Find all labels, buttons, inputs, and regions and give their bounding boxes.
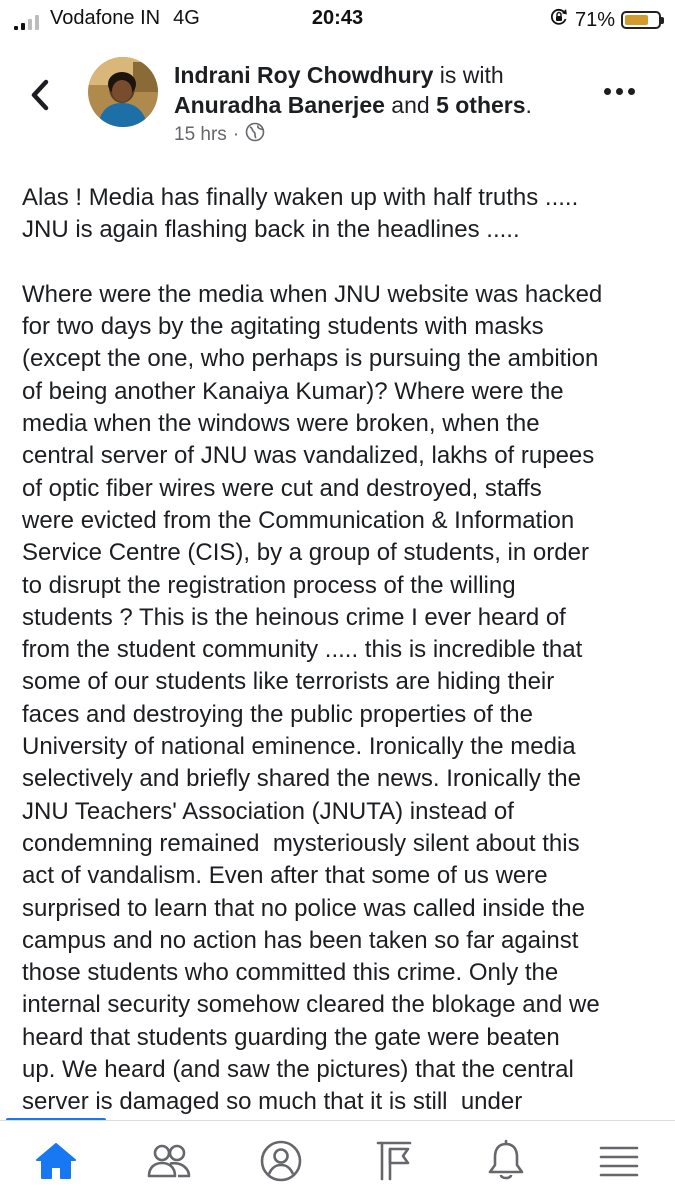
post-meta bbox=[174, 122, 265, 148]
battery-icon bbox=[621, 11, 661, 29]
carrier-label: Vodafone IN bbox=[50, 7, 161, 29]
post-body-text: Alas ! Media has finally waken up with half truths ..... JNU is again flashing back in the headlines ..... Where were the media when JNU website was hacked for two days by the agitating students with masks (except the one, who perhaps is pursuing the ambition of being another Kanaiya Kumar)? Where were the media when the windows were broken, when the central server of JNU was vandalized, lakhs of rupees of optic fiber wires were cut and destroyed, staffs were evicted from the Communication & Information Service Centre (CIS), by a group of students, in order to disrupt the registration process of the willing students ? This is the heinous crime I ever heard of from the student community ..... this is incredible that some of our students like terrorists are hiding their faces and destroying the public properties of the University of national eminence. Ironically the media selectively and briefly shared the news. Ironically the JNU Teachers' Association (JNUTA) instead of condemning remained mysteriously silent about this act of vandalism. Even after that some of us were surprised to learn that no police was called inside the campus and no action has been taken so far against those students who committed this crime. Only the internal security somehow cleared the blokage and we heard that students guarding the gate were beaten up. We heard (and saw the pictures) that the central server is damaged so much that it is still under bbox=[22, 184, 603, 1116]
chevron-left-icon bbox=[24, 72, 58, 118]
network-label: 4G bbox=[173, 7, 200, 29]
globe-icon bbox=[245, 122, 265, 148]
status-time: 20:43 bbox=[311, 7, 364, 29]
author-line bbox=[174, 60, 614, 120]
post-time[interactable]: 15 hrs bbox=[174, 124, 227, 145]
more-options-button[interactable] bbox=[604, 88, 635, 95]
home-icon bbox=[34, 1141, 78, 1181]
bottom-nav bbox=[0, 1121, 675, 1200]
nav-home-tab[interactable] bbox=[0, 1121, 113, 1200]
status-bar bbox=[0, 0, 675, 36]
nav-friends-tab[interactable] bbox=[113, 1121, 226, 1200]
tagged-others-link[interactable]: 5 others bbox=[436, 92, 526, 118]
author-name[interactable]: Indrani Roy Chowdhury bbox=[174, 62, 434, 88]
and-text: and bbox=[384, 92, 437, 118]
friends-icon bbox=[146, 1141, 192, 1181]
battery-level bbox=[625, 15, 648, 25]
pages-flag-icon bbox=[374, 1139, 414, 1183]
nav-menu-tab[interactable] bbox=[563, 1121, 675, 1200]
profile-icon bbox=[259, 1139, 303, 1183]
battery-percent: 71% bbox=[574, 8, 615, 31]
notifications-bell-icon bbox=[486, 1139, 526, 1183]
orientation-lock-icon bbox=[549, 7, 569, 33]
back-button[interactable] bbox=[24, 72, 58, 118]
status-right bbox=[549, 7, 661, 33]
period-text: . bbox=[525, 92, 532, 118]
meta-separator: · bbox=[232, 124, 240, 145]
tagged-person[interactable]: Anuradha Banerjee bbox=[174, 92, 385, 118]
nav-profile-tab[interactable] bbox=[225, 1121, 338, 1200]
nav-notifications-tab[interactable] bbox=[450, 1121, 563, 1200]
post-header bbox=[0, 50, 675, 160]
author-avatar[interactable] bbox=[88, 57, 158, 127]
menu-icon bbox=[597, 1141, 641, 1181]
with-text: is with bbox=[433, 62, 504, 88]
nav-pages-tab[interactable] bbox=[338, 1121, 451, 1200]
